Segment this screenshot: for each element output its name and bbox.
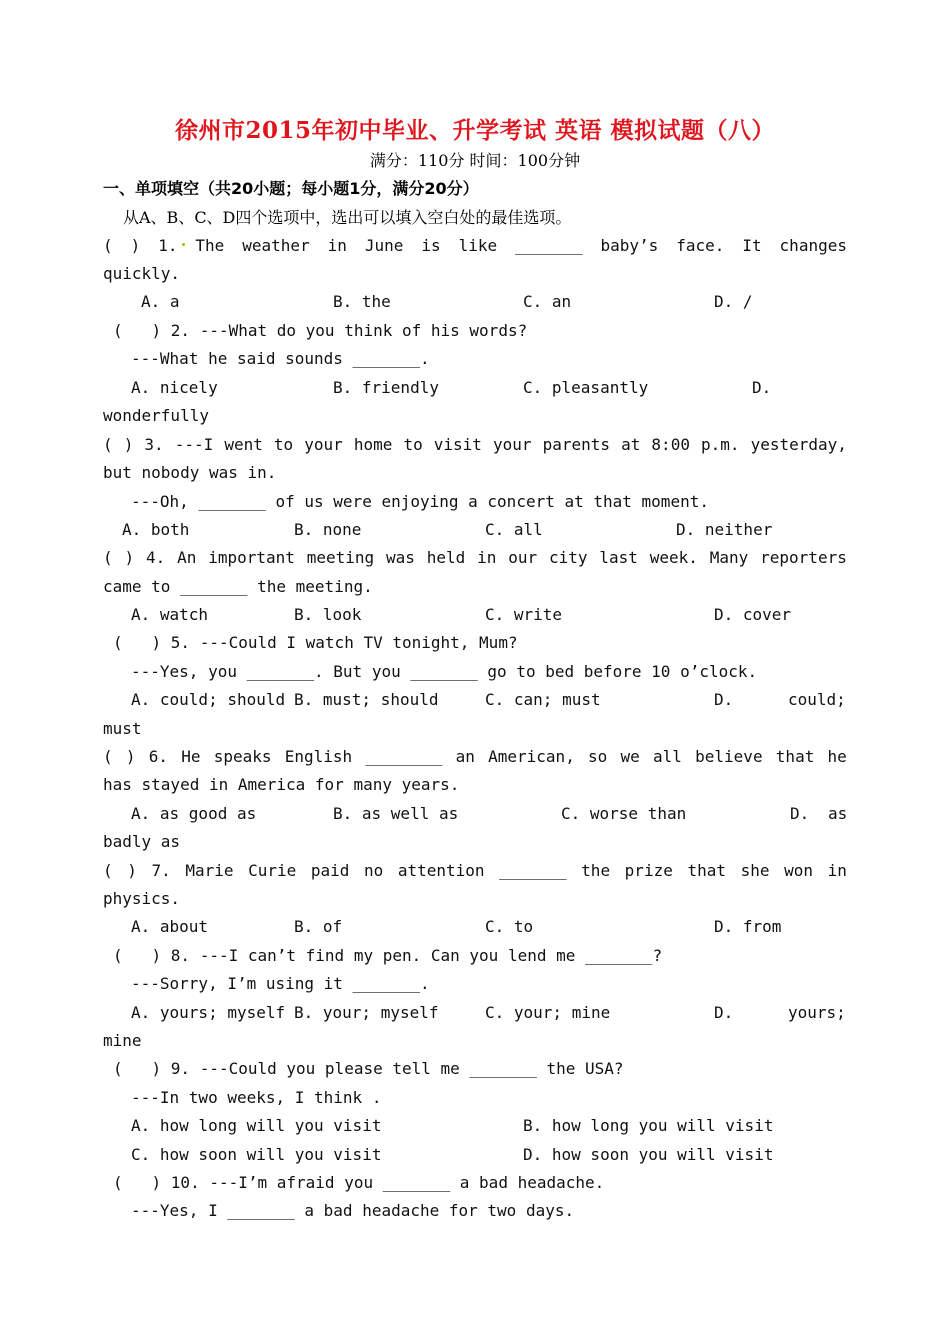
- q4-line1: ( ) 4. An important meeting was held in our city last week. Many reporters: [103, 548, 847, 567]
- q5-line2: ---Yes, you _______. But you _______ go to bed before 10 o’clock.: [131, 662, 758, 681]
- q2-option-d: D.: [752, 378, 772, 397]
- q1-line2: quickly.: [103, 264, 181, 283]
- q6-option-b: B. as well as: [333, 804, 459, 823]
- q3-option-a: A. both: [122, 520, 190, 539]
- q5-option-b: B. must; should: [294, 690, 439, 709]
- q2-option-d-cont: wonderfully: [103, 406, 209, 425]
- q2-option-a: A. nicely: [131, 378, 218, 397]
- q9-line2: ---In two weeks, I think .: [131, 1088, 382, 1107]
- q6-option-d: D.: [790, 804, 810, 823]
- q7-line1: ( ) 7. Marie Curie paid no attention _______ the prize that she won in: [103, 861, 847, 880]
- q7-option-d: D. from: [714, 917, 782, 936]
- q5-option-d: D.: [714, 690, 734, 709]
- q5-option-d-text: could;: [788, 690, 846, 709]
- q3-option-c: C. all: [485, 520, 543, 539]
- q7-option-c: C. to: [485, 917, 534, 936]
- section-heading: 一、单项填空（共20小题；每小题1分，满分20分）: [103, 179, 479, 198]
- q2-option-c: C. pleasantly: [523, 378, 649, 397]
- q4-option-b: B. look: [294, 605, 362, 624]
- q5-option-a: A. could; should: [131, 690, 286, 709]
- q9-option-c: C. how soon will you visit: [131, 1145, 382, 1164]
- q2-option-b: B. friendly: [333, 378, 439, 397]
- q6-line2: has stayed in America for many years.: [103, 775, 460, 794]
- q4-option-c: C. write: [485, 605, 563, 624]
- q9-line1: ( ) 9. ---Could you please tell me _______ the USA?: [113, 1059, 624, 1078]
- q1-option-d: D. /: [714, 292, 753, 311]
- q1-option-b: B. the: [333, 292, 391, 311]
- q10-line2: ---Yes, I _______ a bad headache for two days.: [131, 1201, 575, 1220]
- q10-line1: ( ) 10. ---I’m afraid you _______ a bad headache.: [113, 1173, 605, 1192]
- q8-option-d-cont: mine: [103, 1031, 142, 1050]
- instruction: 从A、B、C、D四个选项中，选出可以填入空白处的最佳选项。: [123, 208, 572, 227]
- q7-option-a: A. about: [131, 917, 209, 936]
- q4-line2: came to _______ the meeting.: [103, 577, 373, 596]
- q7-option-b: B. of: [294, 917, 343, 936]
- q4-option-d: D. cover: [714, 605, 792, 624]
- q6-option-a: A. as good as: [131, 804, 257, 823]
- q5-line1: ( ) 5. ---Could I watch TV tonight, Mum?: [113, 633, 518, 652]
- q8-option-c: C. your; mine: [485, 1003, 611, 1022]
- q8-option-d-text: yours;: [788, 1003, 846, 1022]
- q5-option-c: C. can; must: [485, 690, 601, 709]
- q6-option-d-cont: badly as: [103, 832, 181, 851]
- q6-line1: ( ) 6. He speaks English ________ an American, so we all believe that he: [103, 747, 847, 766]
- q5-option-d-cont: must: [103, 719, 142, 738]
- q9-option-b: B. how long you will visit: [523, 1116, 774, 1135]
- q8-option-b: B. your; myself: [294, 1003, 439, 1022]
- q3-line2: but nobody was in.: [103, 463, 277, 482]
- q8-option-a: A. yours; myself: [131, 1003, 286, 1022]
- q9-option-d: D. how soon you will visit: [523, 1145, 774, 1164]
- q8-option-d: D.: [714, 1003, 734, 1022]
- score-time-line: 满分：110分 时间：100分钟: [369, 151, 581, 170]
- q2-line2: ---What he said sounds _______.: [131, 349, 430, 368]
- q3-line3: ---Oh, _______ of us were enjoying a concert at that moment.: [131, 492, 709, 511]
- q3-line1: ( ) 3. ---I went to your home to visit your parents at 8:00 p.m. yesterday,: [103, 435, 847, 454]
- q7-line2: physics.: [103, 889, 181, 908]
- q1-option-c: C. an: [523, 292, 572, 311]
- q6-option-d-text: as: [828, 804, 848, 823]
- q1-option-a: A. a: [141, 292, 180, 311]
- q2-line1: ( ) 2. ---What do you think of his words?: [113, 321, 528, 340]
- page-title: 徐州市2015年初中毕业、升学考试 英语 模拟试题（八）: [174, 117, 776, 144]
- q6-option-c: C. worse than: [561, 804, 687, 823]
- q1-line1: ( ) 1. The weather in June is like _______ baby’s face. It changes: [103, 236, 847, 255]
- q9-option-a: A. how long will you visit: [131, 1116, 382, 1135]
- q4-option-a: A. watch: [131, 605, 209, 624]
- q3-option-b: B. none: [294, 520, 362, 539]
- q8-line1: ( ) 8. ---I can’t find my pen. Can you lend me _______?: [113, 946, 663, 965]
- dot-mark: [182, 243, 185, 246]
- q8-line2: ---Sorry, I’m using it _______.: [131, 974, 430, 993]
- q3-option-d: D. neither: [676, 520, 773, 539]
